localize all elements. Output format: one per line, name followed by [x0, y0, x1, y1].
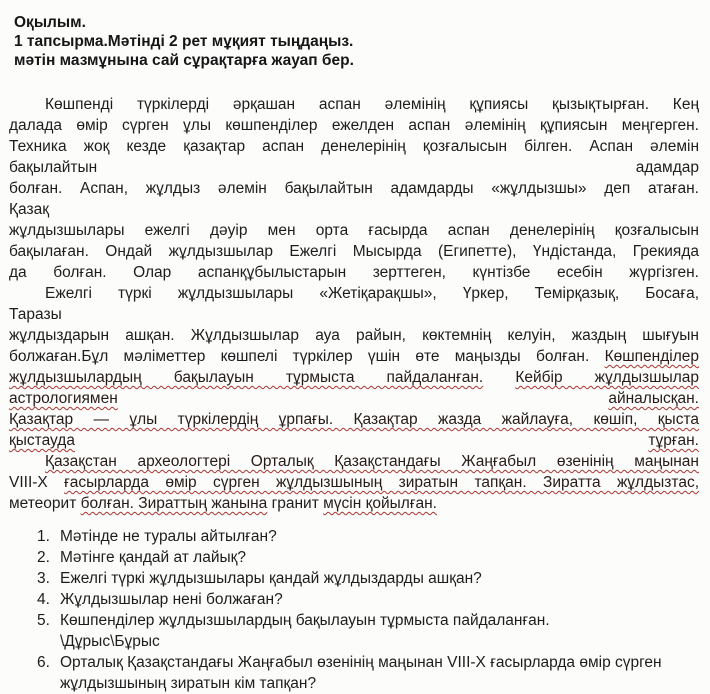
- body-line: [9, 367, 699, 388]
- body-line: да болған. Олар аспанқұбылыстарын зерттеген, күнтізбе есебін жүргізген.: [9, 264, 699, 281]
- body-line: Техника жоқ кезде қазақтар аспан денелерінің қозғалысын білген. Аспан әлемін: [9, 138, 699, 155]
- question-item-1: [37, 526, 699, 547]
- question-text: [60, 610, 699, 652]
- spellcheck-word: болған. Зираттың жанына: [80, 495, 268, 512]
- spellcheck-word: астрологиямен: [9, 390, 118, 407]
- question-item-3: [37, 568, 699, 589]
- spellcheck-word: Кейбір жұлдызшылар: [515, 369, 699, 386]
- question-text: Ежелгі түркі жұлдызшылары қандай жұлдыздарды ашқан?: [60, 570, 482, 587]
- question-item-5: [37, 610, 699, 652]
- spellcheck-word: Қазақстан археологтері Орталық Қазақстандағы Жаңғабыл өзенінің маңынан: [45, 453, 699, 470]
- task-instruction-line1: 1 тапсырма.Мәтінді 2 рет мұқият тыңдаңыз.: [14, 33, 354, 50]
- question-number: 6.: [37, 654, 50, 671]
- body-line: жұлдыздарын ашқан. Жұлдызшылар ауа райын, көктемнің келуін, жаздың шығуын: [9, 327, 699, 344]
- spellcheck-word: тұрған.: [648, 432, 699, 449]
- question-number: 1.: [37, 528, 50, 545]
- question-number: 2.: [37, 549, 50, 566]
- spellcheck-word: ғасырларда өмір сүрген жұлдызшының зиратын тапқан. Зиратта жұлдызтас,: [64, 474, 699, 491]
- exercise-header: [9, 13, 699, 70]
- body-line: далада өмір сүрген ұлы көшпенділер ежелден аспан әлемінің құпиясын меңгерген.: [9, 117, 699, 134]
- task-instruction-line2: мәтін мазмұнына сай сұрақтарға жауап бер.: [14, 52, 354, 69]
- question-text: Мәтінге қандай ат лайық?: [60, 549, 247, 566]
- body-line: VIII-X ғасырларда өмір сүрген жұлдызшының зиратын тапқан. Зиратта жұлдызтас,: [9, 474, 699, 491]
- body-line: болжаған.Бұл мәліметтер көшпелі түркілер үшін өте маңызды болған. Көшпенділер: [9, 348, 699, 365]
- body-line: бақылайтын адамдар: [9, 159, 699, 176]
- body-line: Қазақ: [9, 201, 49, 218]
- body-line: [9, 409, 699, 430]
- body-line: метеорит болған. Зираттың жанына гранит мүсін қойылған.: [9, 495, 437, 512]
- spellcheck-word: айналысқан.: [608, 390, 699, 407]
- spellcheck-word: Қазақтар — ұлы түркілердің ұрпағы. Қазақтар жазда жайлауға, көшіп, қыста: [9, 411, 699, 428]
- section-title: Оқылым.: [14, 14, 86, 31]
- body-line: Таразы: [9, 306, 62, 323]
- spellcheck-word: мүсін қойылған.: [323, 495, 437, 512]
- body-line: [9, 451, 699, 472]
- question-number: 5.: [37, 612, 50, 629]
- spellcheck-word: Көшпенділер: [604, 348, 699, 365]
- spellcheck-word: қыстауда: [9, 432, 75, 449]
- question-text: Мәтінде не туралы айтылған?: [60, 528, 277, 545]
- true-false-options: \Дұрыс\Бұрыс: [60, 633, 160, 650]
- question-text-line1: Көшпенділер жұлдызшылардың бақылауын тұрмыста пайдаланған.: [60, 612, 550, 629]
- question-item-4: [37, 589, 699, 610]
- question-item-2: [37, 547, 699, 568]
- body-line: бақылаған. Ондай жұлдызшылар Ежелгі Мысырда (Египетте), Үндістанда, Грекияда: [9, 243, 699, 260]
- body-line: [9, 388, 699, 409]
- body-line: [9, 430, 699, 451]
- question-item-6: [37, 652, 699, 694]
- body-line: жұлдызшылары ежелгі дәуір мен орта ғасырда аспан денелерінің қозғалысын: [9, 222, 699, 239]
- question-list: [9, 526, 699, 694]
- body-line: Ежелгі түркі жұлдызшылары «Жетіқарақшы», Үркер, Темірқазық, Босаға,: [45, 285, 699, 302]
- body-line: болған. Аспан, жұлдыз әлемін бақылайтын адамдарды «жұлдызшы» деп атаған.: [9, 180, 699, 197]
- reading-text: [9, 94, 699, 514]
- spellcheck-word: жұлдызшылардың бақылауын тұрмыста пайдаланған.: [9, 369, 484, 386]
- question-text: Жұлдызшылар нені болжаған?: [60, 591, 283, 608]
- question-text: Орталық Қазақстандағы Жаңғабыл өзенінің маңынан VIII-X ғасырларда өмір сүрген жұлдызшының зиратын кім тапқан?: [60, 654, 662, 692]
- question-number: 3.: [37, 570, 50, 587]
- body-line: Көшпенді түркілерді әрқашан аспан әлемінің құпиясы қызықтырған. Кең: [45, 96, 699, 113]
- question-number: 4.: [37, 591, 50, 608]
